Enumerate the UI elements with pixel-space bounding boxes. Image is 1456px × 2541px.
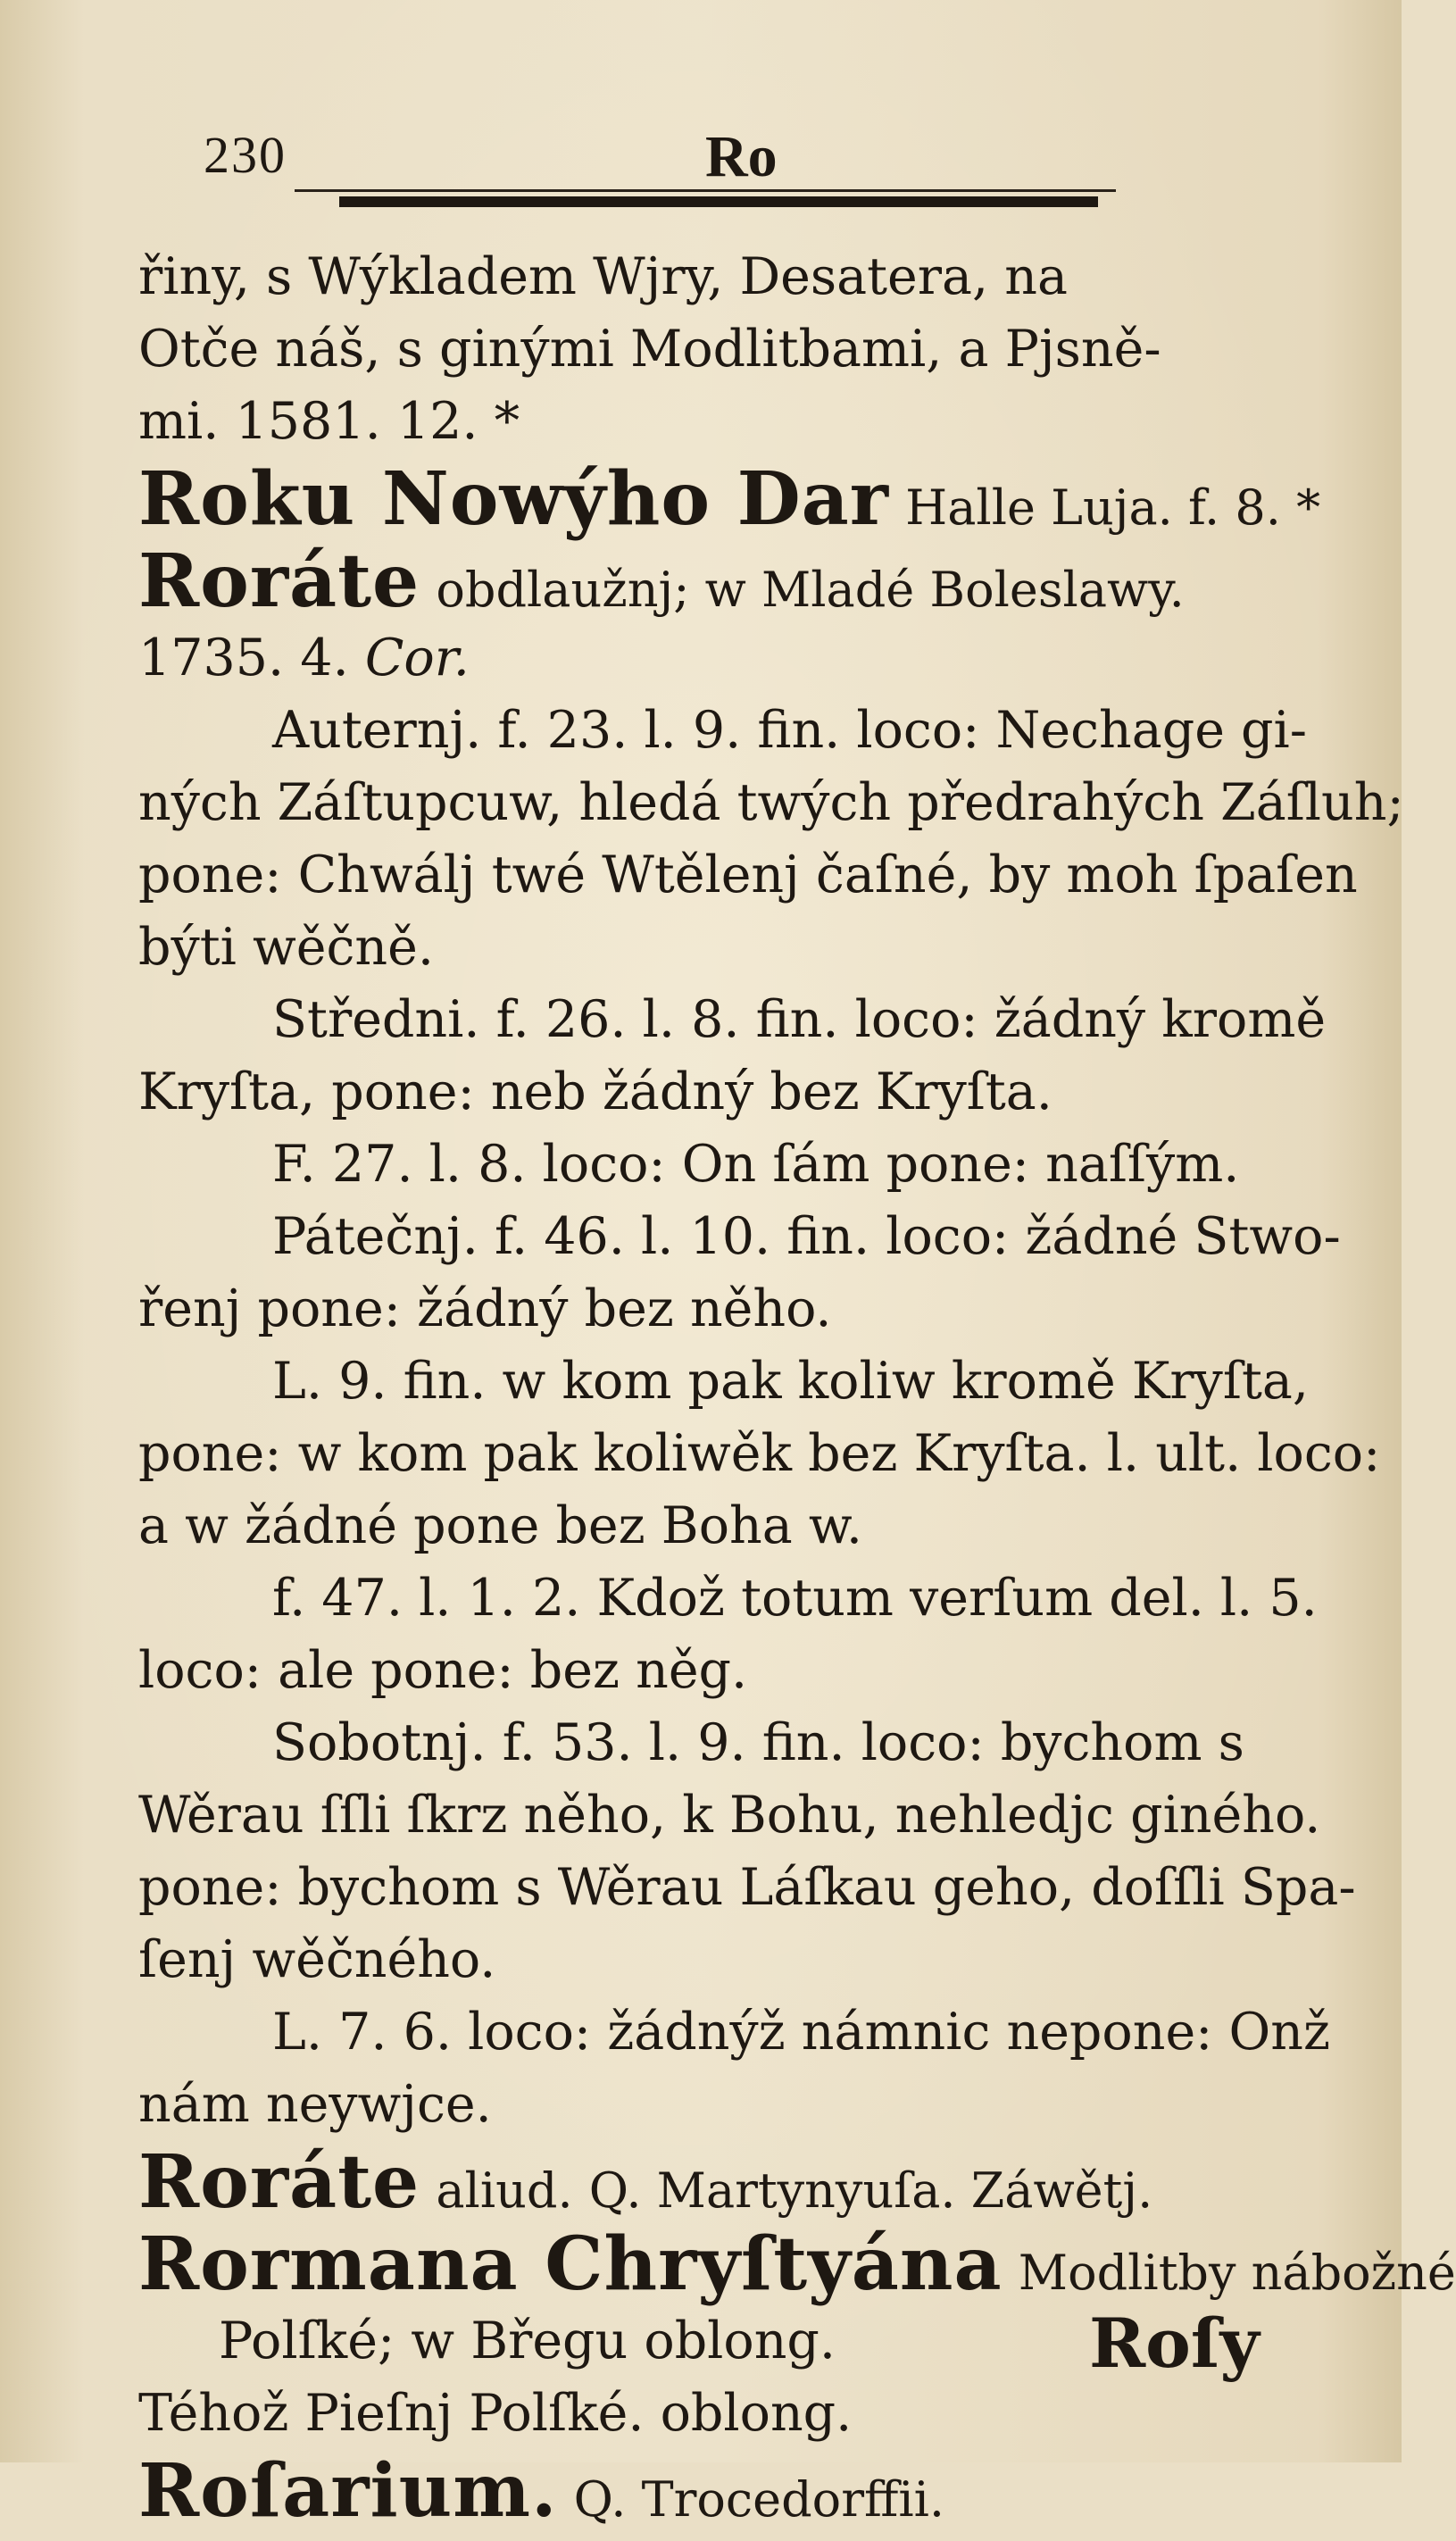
headword: Roráte (138, 538, 420, 624)
text-line: a w žádné pone bez Boha w. (138, 1496, 862, 1555)
text-line: Pátečnj. f. 46. l. 10. fin. loco: žádné Stwo- (272, 1207, 1341, 1266)
text-line: loco: ale pone: bez něg. (138, 1641, 748, 1700)
headword: Roráte (138, 2139, 420, 2225)
text-line: pone: w kom pak koliwěk bez Kryſta. l. ult. loco: (138, 1424, 1381, 1483)
entry-detail: Q. Trocedorffii. (573, 2471, 945, 2528)
text-line: Kryſta, pone: neb žádný bez Kryſta. (138, 1062, 1052, 1121)
text-line: pone: bychom s Wěrau Láſkau geho, doſſli Spa- (138, 1858, 1356, 1917)
entry-roku-nowyho-dar (138, 458, 1335, 540)
entry-rorate (138, 540, 1335, 622)
page-body (138, 241, 1456, 2534)
text-line: Sobotnj. f. 53. l. 9. fin. loco: bychom s (272, 1713, 1244, 1772)
text-line: Wěrau ſſli ſkrz něho, k Bohu, nehledjc giného. (138, 1786, 1321, 1845)
text-line: mi. 1581. 12. * (138, 392, 520, 451)
text-line: Polſké; w Břegu oblong. (219, 2312, 836, 2370)
text-line (138, 622, 1335, 695)
text-line: Auternj. f. 23. l. 9. fin. loco: Nechage gi- (272, 701, 1308, 760)
entry-detail: Halle Luja. f. 8. * (905, 479, 1321, 536)
headword: Rormana Chryſtyána (138, 2221, 1003, 2307)
text-line: Téhož Pieſnj Polſké. oblong. (138, 2384, 853, 2443)
entry-detail: aliud. (436, 2162, 573, 2219)
text-line: L. 7. 6. loco: žádnýž námnic nepone: Onž (272, 2003, 1330, 2062)
entry-detail: Modlitby nábožné (1018, 2245, 1456, 2301)
entry-rormana (138, 2221, 1456, 2307)
headword: Roſarium. (138, 2448, 558, 2534)
catchword: Roſy (1089, 2304, 1260, 2383)
headword: Roku Nowýho Dar (138, 456, 890, 542)
text-line: pone: Chwálj twé Wtělenj čaſné, by moh ſpaſen (138, 846, 1358, 904)
text-line: nám neywjce. (138, 2075, 492, 2134)
entry-detail: obdlaužnj; w Mladé Boleslawy. (436, 562, 1185, 618)
header-rule-thin (295, 189, 1116, 192)
text-line: f. 47. l. 1. 2. Kdož totum verſum del. l. 5. (272, 1569, 1318, 1628)
text-line: řiny, s Wýkladem Wjry, Desatera, na (138, 247, 1068, 306)
text-line: Středni. f. 26. l. 8. fin. loco: žádný kromě (272, 990, 1327, 1049)
entry-rorate-aliud (138, 2141, 1335, 2223)
header-rule-thick (339, 196, 1098, 207)
text-line: F. 27. l. 8. loco: On ſám pone: naſſým. (272, 1135, 1240, 1194)
page-number: 230 (204, 126, 287, 184)
entry-rosarium (138, 2450, 1335, 2532)
text-line: L. 9. fin. w kom pak koliw kromě Kryſta, (272, 1352, 1309, 1411)
text-line: ſenj wěčného. (138, 1930, 496, 1989)
imprint-text: 1735. 4. (138, 629, 349, 687)
entry-detail: Q. Martynyuſa. Záwětj. (588, 2162, 1153, 2219)
text-line: řenj pone: žádný bez něho. (138, 1279, 832, 1338)
text-line: Otče náš, s ginými Modlitbami, a Pjsně- (138, 320, 1161, 379)
text-line: ných Záſtupcuw, hledá twých předrahých Záſluh; (138, 773, 1404, 832)
text-line: býti wěčně. (138, 918, 434, 977)
running-head: Ro (705, 124, 778, 189)
imprint-abbrev: Cor. (364, 629, 470, 687)
